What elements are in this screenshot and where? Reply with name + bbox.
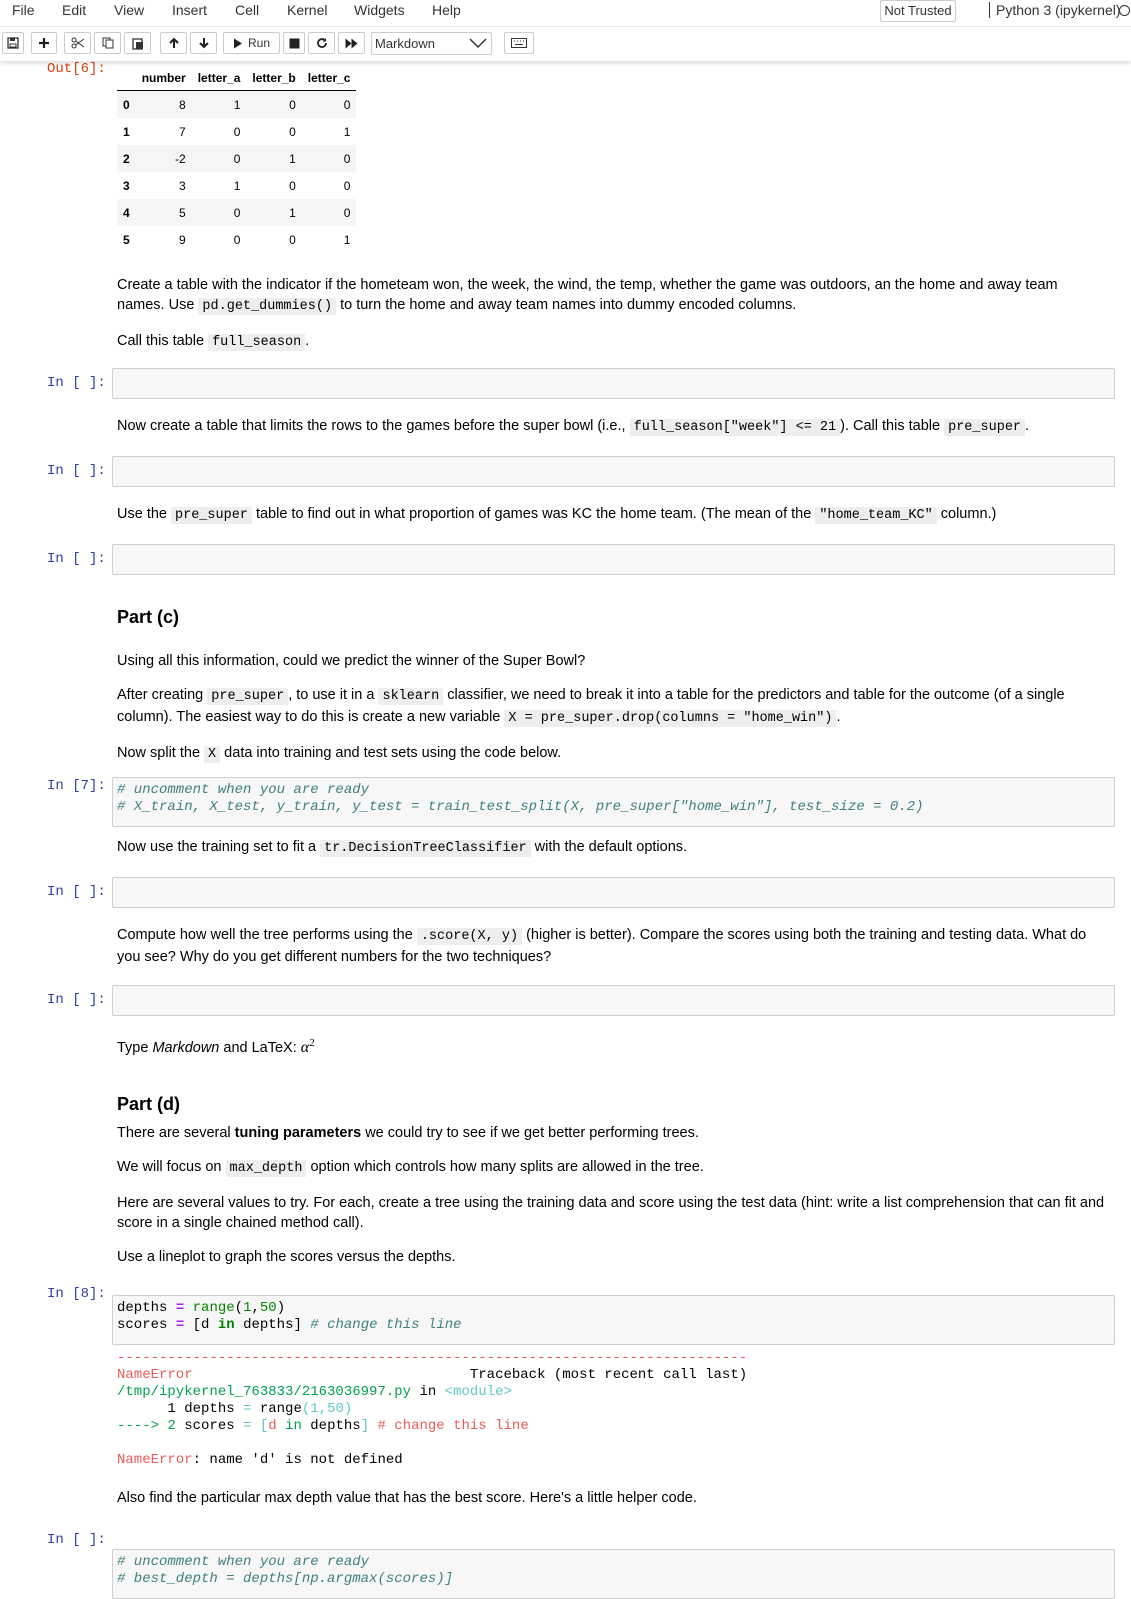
code-token: range (192, 1300, 235, 1316)
arrow-down-icon (198, 37, 210, 49)
code-comment: # X_train, X_test, y_train, y_test = train_test_split(X, pre_super["home_win"], test_size = 0.2) (117, 799, 924, 815)
table-row (117, 145, 356, 172)
table-cell: 1 (233, 97, 241, 112)
markdown-cell[interactable] (117, 416, 1107, 438)
code-token: 1 (243, 1300, 252, 1316)
input-prompt: In [ ]: (47, 992, 106, 1008)
md-text: Using all this information, could we predict the winner of the Super Bowl? (117, 653, 586, 669)
input-prompt: In [ ]: (47, 375, 106, 391)
column-header: letter_c (302, 66, 357, 91)
menu-kernel[interactable]: Kernel (287, 2, 328, 18)
section-heading: Part (d) (117, 1094, 180, 1114)
inline-code: pre_super (944, 419, 1025, 436)
markdown-cell[interactable] (117, 275, 1107, 353)
copy-button[interactable] (94, 32, 121, 54)
save-icon (7, 37, 19, 49)
code-cell-input[interactable] (112, 985, 1115, 1016)
cut-button[interactable] (64, 32, 91, 54)
md-text: Compute how well the tree performs using the (117, 927, 417, 943)
restart-button[interactable] (308, 32, 335, 54)
table-cell: 0 (289, 124, 296, 139)
md-text: Now use the training set to fit a (117, 839, 321, 855)
table-cell: 3 (179, 178, 186, 193)
table-cell: 7 (179, 124, 186, 139)
code-cell-input[interactable] (112, 544, 1115, 575)
input-prompt: In [ ]: (47, 463, 106, 479)
md-bold: tuning parameters (234, 1125, 362, 1141)
move-down-button[interactable] (190, 32, 217, 54)
inline-code: X (204, 746, 220, 763)
row-index: 0 (123, 97, 130, 112)
column-header: letter_a (192, 66, 247, 91)
kernel-idle-icon (1119, 5, 1130, 16)
cell-type-value: Markdown (375, 36, 435, 51)
table-cell: 0 (289, 232, 296, 247)
fast-forward-icon (345, 38, 358, 49)
math-alpha: α (300, 1038, 310, 1056)
traceback-token: in (285, 1418, 302, 1434)
traceback-text: in (411, 1384, 445, 1400)
traceback-module: <module> (444, 1384, 512, 1400)
index-header (117, 66, 136, 91)
table-header-row (117, 66, 356, 91)
code-token: depths] (234, 1317, 311, 1333)
md-text: to turn the home and away team names into dummy encoded columns. (336, 297, 797, 313)
md-text: (higher is better). Compare the scores using both the training and testing data. What do you see? Why do you get different numbers for the two techniques? (117, 927, 1087, 965)
table-cell: 8 (179, 97, 186, 112)
md-text: . (305, 333, 310, 349)
md-text: with the default options. (530, 839, 688, 855)
traceback-token: (1,50) (301, 1401, 353, 1417)
md-text: Also find the particular max depth value that has the best score. Here's a little helper code. (117, 1490, 697, 1506)
error-type: NameError (117, 1452, 193, 1468)
table-cell: 0 (343, 205, 351, 220)
table-cell: 0 (233, 124, 241, 139)
table-cell: 1 (233, 178, 241, 193)
table-cell: 1 (343, 124, 351, 139)
markdown-cell[interactable] (117, 504, 1107, 526)
markdown-cell[interactable] (117, 925, 1107, 967)
column-header: letter_b (246, 66, 301, 91)
code-cell-input[interactable] (112, 1295, 1115, 1345)
menu-help[interactable]: Help (432, 2, 461, 18)
code-cell-input[interactable] (112, 456, 1115, 487)
input-prompt: In [7]: (47, 778, 106, 794)
code-cell-input[interactable] (112, 877, 1115, 908)
copy-icon (102, 37, 114, 49)
markdown-cell[interactable] (117, 1488, 1107, 1508)
code-token: = (167, 1317, 193, 1333)
code-comment: # uncomment when you are ready (117, 782, 370, 798)
md-text: column.) (936, 506, 997, 522)
code-token: ( (234, 1300, 244, 1316)
inline-code: sklearn (378, 688, 443, 705)
table-cell: 0 (343, 178, 351, 193)
inline-code: full_season (208, 334, 305, 351)
md-text: Use the (117, 506, 171, 522)
table-row (117, 91, 356, 119)
menu-view[interactable]: View (114, 2, 145, 18)
not-trusted-indicator[interactable]: Not Trusted (880, 0, 956, 22)
table-cell: 1 (343, 232, 351, 247)
restart-run-all-button[interactable] (338, 32, 365, 54)
traceback-token: d (268, 1418, 286, 1434)
table-cell: 5 (179, 205, 186, 220)
code-cell-input[interactable] (112, 777, 1115, 827)
table-cell: 0 (233, 232, 241, 247)
md-text: Here are several values to try. For each, create a tree using the training data and score using the test data (hint: write a list comprehension that can fit and score in a single chained method call). (117, 1195, 1105, 1231)
traceback-token: [ (251, 1418, 269, 1434)
stop-icon (289, 38, 300, 49)
inline-code: pre_super (207, 688, 288, 705)
kernel-name[interactable]: Python 3 (ipykernel) (989, 2, 1121, 18)
md-text: , to use it in a (288, 687, 379, 703)
table-cell: 0 (233, 151, 241, 166)
row-index: 1 (123, 124, 130, 139)
insert-cell-button[interactable] (31, 32, 57, 54)
row-index: 2 (123, 151, 130, 166)
traceback-token: scores (175, 1418, 244, 1434)
menu-bar (0, 0, 1131, 27)
md-text: data into training and test sets using the code below. (220, 745, 562, 761)
paste-icon (132, 37, 144, 50)
input-prompt: In [ ]: (47, 884, 106, 900)
table-cell: 1 (289, 151, 296, 166)
code-cell-input[interactable] (112, 368, 1115, 399)
traceback-file: /tmp/ipykernel_763833/2163036997.py (117, 1384, 412, 1400)
md-text: There are several (117, 1125, 235, 1141)
md-text: Type (117, 1039, 153, 1056)
md-text: We will focus on (117, 1159, 226, 1175)
traceback-line: 1 depths (117, 1401, 244, 1417)
code-token: , (251, 1300, 260, 1316)
table-cell: 9 (179, 232, 186, 247)
md-text: Now split the (117, 745, 205, 761)
md-text: we could try to see if we get better performing trees. (361, 1125, 699, 1141)
input-prompt: In [ ]: (47, 551, 106, 567)
toolbar (0, 27, 1131, 61)
cell-type-select[interactable] (371, 32, 492, 55)
run-button[interactable] (223, 32, 280, 54)
md-text: ). Call this table (840, 418, 945, 434)
table-row (117, 118, 356, 145)
md-text: classifier, we need to break it into a table for the predictors and table for the outcome (of a single column). The easiest way to do this is create a new variable (117, 687, 1065, 725)
arrow-up-icon (168, 37, 180, 49)
code-token: scores (117, 1317, 168, 1333)
code-token: [d (192, 1317, 218, 1333)
restart-icon (316, 37, 328, 49)
table-row (117, 172, 356, 199)
md-text: Now create a table that limits the rows to the games before the super bowl (i.e., (117, 418, 630, 434)
markdown-cell[interactable] (117, 1033, 1107, 1058)
md-text: . (836, 709, 841, 725)
table-cell: 0 (233, 205, 241, 220)
md-text: Use a lineplot to graph the scores versus the depths. (117, 1249, 456, 1265)
md-text: and LaTeX: (219, 1039, 301, 1056)
md-text: Create a table with the indicator if the hometeam won, the week, the wind, the temp, whether the game was outdoors, an the home and away team names. (117, 277, 1058, 313)
run-label: Run (247, 36, 270, 50)
play-icon (233, 38, 243, 49)
code-comment: # uncomment when you are ready (117, 1554, 370, 1570)
interrupt-button[interactable] (283, 32, 305, 54)
inline-code: tr.DecisionTreeClassifier (320, 840, 531, 857)
chevron-down-icon (469, 38, 487, 49)
table-cell: 0 (289, 178, 296, 193)
inline-code: X = pre_super.drop(columns = "home_win") (504, 710, 836, 727)
table-cell: 1 (289, 205, 296, 220)
row-index: 5 (123, 232, 130, 247)
error-type: NameError (117, 1367, 193, 1383)
md-text: Use (168, 297, 199, 313)
md-text: option which controls how many splits are allowed in the tree. (306, 1159, 704, 1175)
menu-cell[interactable]: Cell (235, 2, 260, 18)
input-prompt: In [ ]: (47, 1532, 106, 1548)
inline-code: full_season["week"] <= 21 (630, 419, 841, 436)
traceback-separator: --------------------------------------------------------------------------- (117, 1350, 748, 1366)
section-heading: Part (c) (117, 607, 180, 627)
inline-code: pre_super (171, 507, 252, 524)
dataframe-table (117, 66, 356, 253)
markdown-cell[interactable] (117, 837, 1107, 859)
code-token: ) (276, 1300, 286, 1316)
table-row (117, 226, 356, 253)
traceback-arrow: ----> 2 (117, 1418, 176, 1434)
error-message: : name 'd' is not defined (192, 1452, 403, 1468)
keyboard-icon (511, 38, 527, 48)
traceback-comment: # change this line (369, 1418, 529, 1434)
table-cell: 0 (289, 97, 296, 112)
code-comment: # best_depth = depths[np.argmax(scores)] (117, 1571, 454, 1587)
table-cell: 0 (343, 97, 351, 112)
code-token: in (217, 1317, 235, 1333)
markdown-cell[interactable] (117, 651, 1107, 765)
menu-insert[interactable]: Insert (172, 2, 208, 18)
scissors-icon (71, 37, 85, 49)
plus-icon (38, 37, 50, 49)
save-button[interactable] (2, 32, 24, 54)
md-text: Call this table (117, 333, 209, 349)
input-prompt: In [8]: (47, 1286, 106, 1302)
move-up-button[interactable] (160, 32, 187, 54)
error-traceback (117, 1350, 747, 1469)
code-token: 50 (259, 1300, 277, 1316)
md-text: After creating (117, 687, 208, 703)
menu-file[interactable]: File (12, 2, 35, 18)
inline-code: .score(X, y) (417, 928, 522, 945)
menu-edit[interactable]: Edit (62, 2, 87, 18)
traceback-token: ] (360, 1418, 370, 1434)
row-index: 4 (123, 205, 130, 220)
paste-button[interactable] (124, 32, 151, 54)
md-emphasis: Markdown (152, 1039, 220, 1056)
code-token: depths (117, 1300, 168, 1316)
code-token: = (167, 1300, 193, 1316)
math-superscript: 2 (309, 1037, 315, 1049)
inline-code: pd.get_dummies() (198, 298, 336, 315)
traceback-token: range (251, 1401, 302, 1417)
inline-code: max_depth (226, 1160, 307, 1177)
column-header: number (136, 66, 192, 91)
output-prompt: Out[6]: (47, 61, 106, 77)
md-text: . (1025, 418, 1030, 434)
table-cell: -2 (175, 151, 186, 166)
traceback-header: Traceback (most recent call last) (192, 1367, 748, 1383)
traceback-token: depths (301, 1418, 361, 1434)
table-row (117, 199, 356, 226)
inline-code: "home_team_KC" (815, 507, 936, 524)
md-text: table to find out in what proportion of games was KC the home team. (The mean of the (251, 506, 816, 522)
traceback-token: = (243, 1418, 252, 1434)
traceback-token: = (243, 1401, 252, 1417)
markdown-cell[interactable] (117, 1123, 1107, 1267)
menu-widgets[interactable]: Widgets (354, 2, 405, 18)
code-comment: # change this line (310, 1317, 462, 1333)
row-index: 3 (123, 178, 130, 193)
table-cell: 0 (343, 151, 351, 166)
command-palette-button[interactable] (504, 32, 534, 54)
